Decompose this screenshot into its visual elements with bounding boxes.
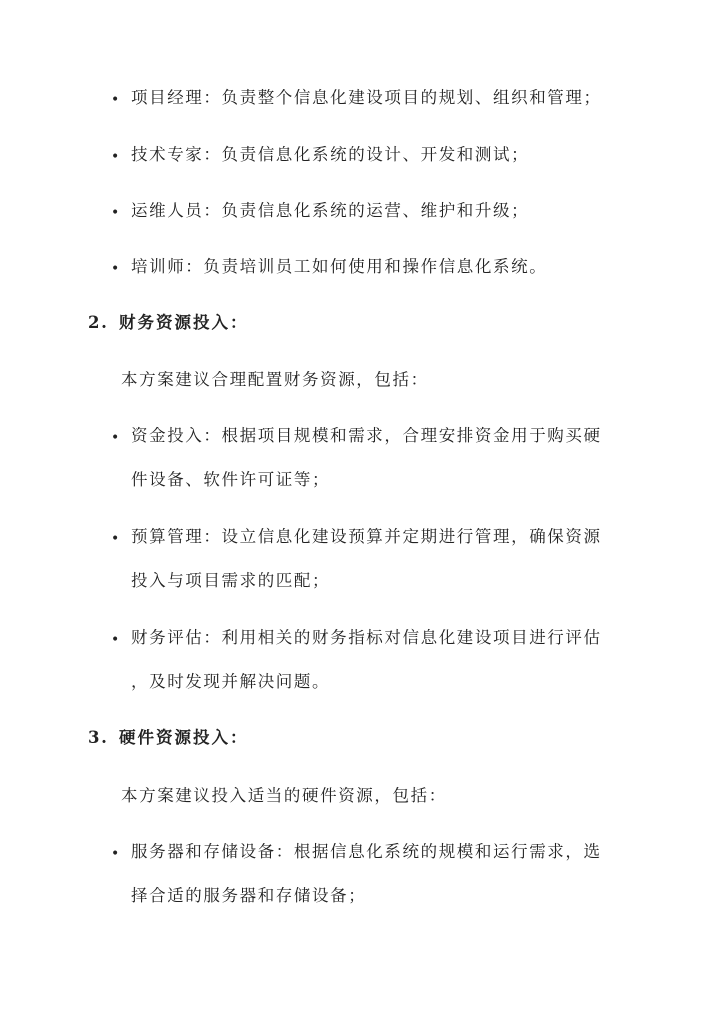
list-item-funding-line2: 件设备、软件许可证等； (131, 470, 331, 489)
bullet-marker: • (111, 846, 120, 862)
list-item-evaluation-line2: ，及时发现并解决问题。 (131, 672, 331, 691)
list-item-trainer: 培训师：负责培训员工如何使用和操作信息化系统。 (131, 257, 548, 276)
bullet-marker: • (111, 261, 120, 277)
bullet-marker: • (111, 632, 120, 648)
bullet-marker: • (111, 92, 120, 108)
bullet-marker: • (111, 531, 120, 547)
bullet-marker: • (111, 205, 120, 221)
list-item-ops-staff: 运维人员：负责信息化系统的运营、维护和升级； (131, 201, 530, 220)
section-intro: 本方案建议合理配置财务资源，包括： (121, 370, 429, 389)
list-item-servers-line2: 择合适的服务器和存储设备； (131, 886, 367, 905)
section-intro: 本方案建议投入适当的硬件资源，包括： (121, 786, 447, 805)
bullet-marker: • (111, 149, 120, 165)
list-item-project-manager: 项目经理：负责整个信息化建设项目的规划、组织和管理； (131, 88, 602, 107)
section-number: 3. (88, 728, 109, 747)
list-item-evaluation-line1: 财务评估：利用相关的财务指标对信息化建设项目进行评估 (131, 628, 602, 647)
section-heading: 硬件资源投入： (119, 728, 249, 747)
list-item-budget-line1: 预算管理：设立信息化建设预算并定期进行管理，确保资源 (131, 527, 602, 546)
list-item-budget-line2: 投入与项目需求的匹配； (131, 571, 331, 590)
list-item-funding-line1: 资金投入：根据项目规模和需求，合理安排资金用于购买硬 (131, 426, 602, 445)
list-item-servers-line1: 服务器和存储设备：根据信息化系统的规模和运行需求，选 (131, 842, 602, 861)
list-item-tech-expert: 技术专家：负责信息化系统的设计、开发和测试； (131, 145, 530, 164)
section-heading: 财务资源投入： (119, 313, 249, 332)
section-number: 2. (88, 313, 109, 332)
bullet-marker: • (111, 430, 120, 446)
